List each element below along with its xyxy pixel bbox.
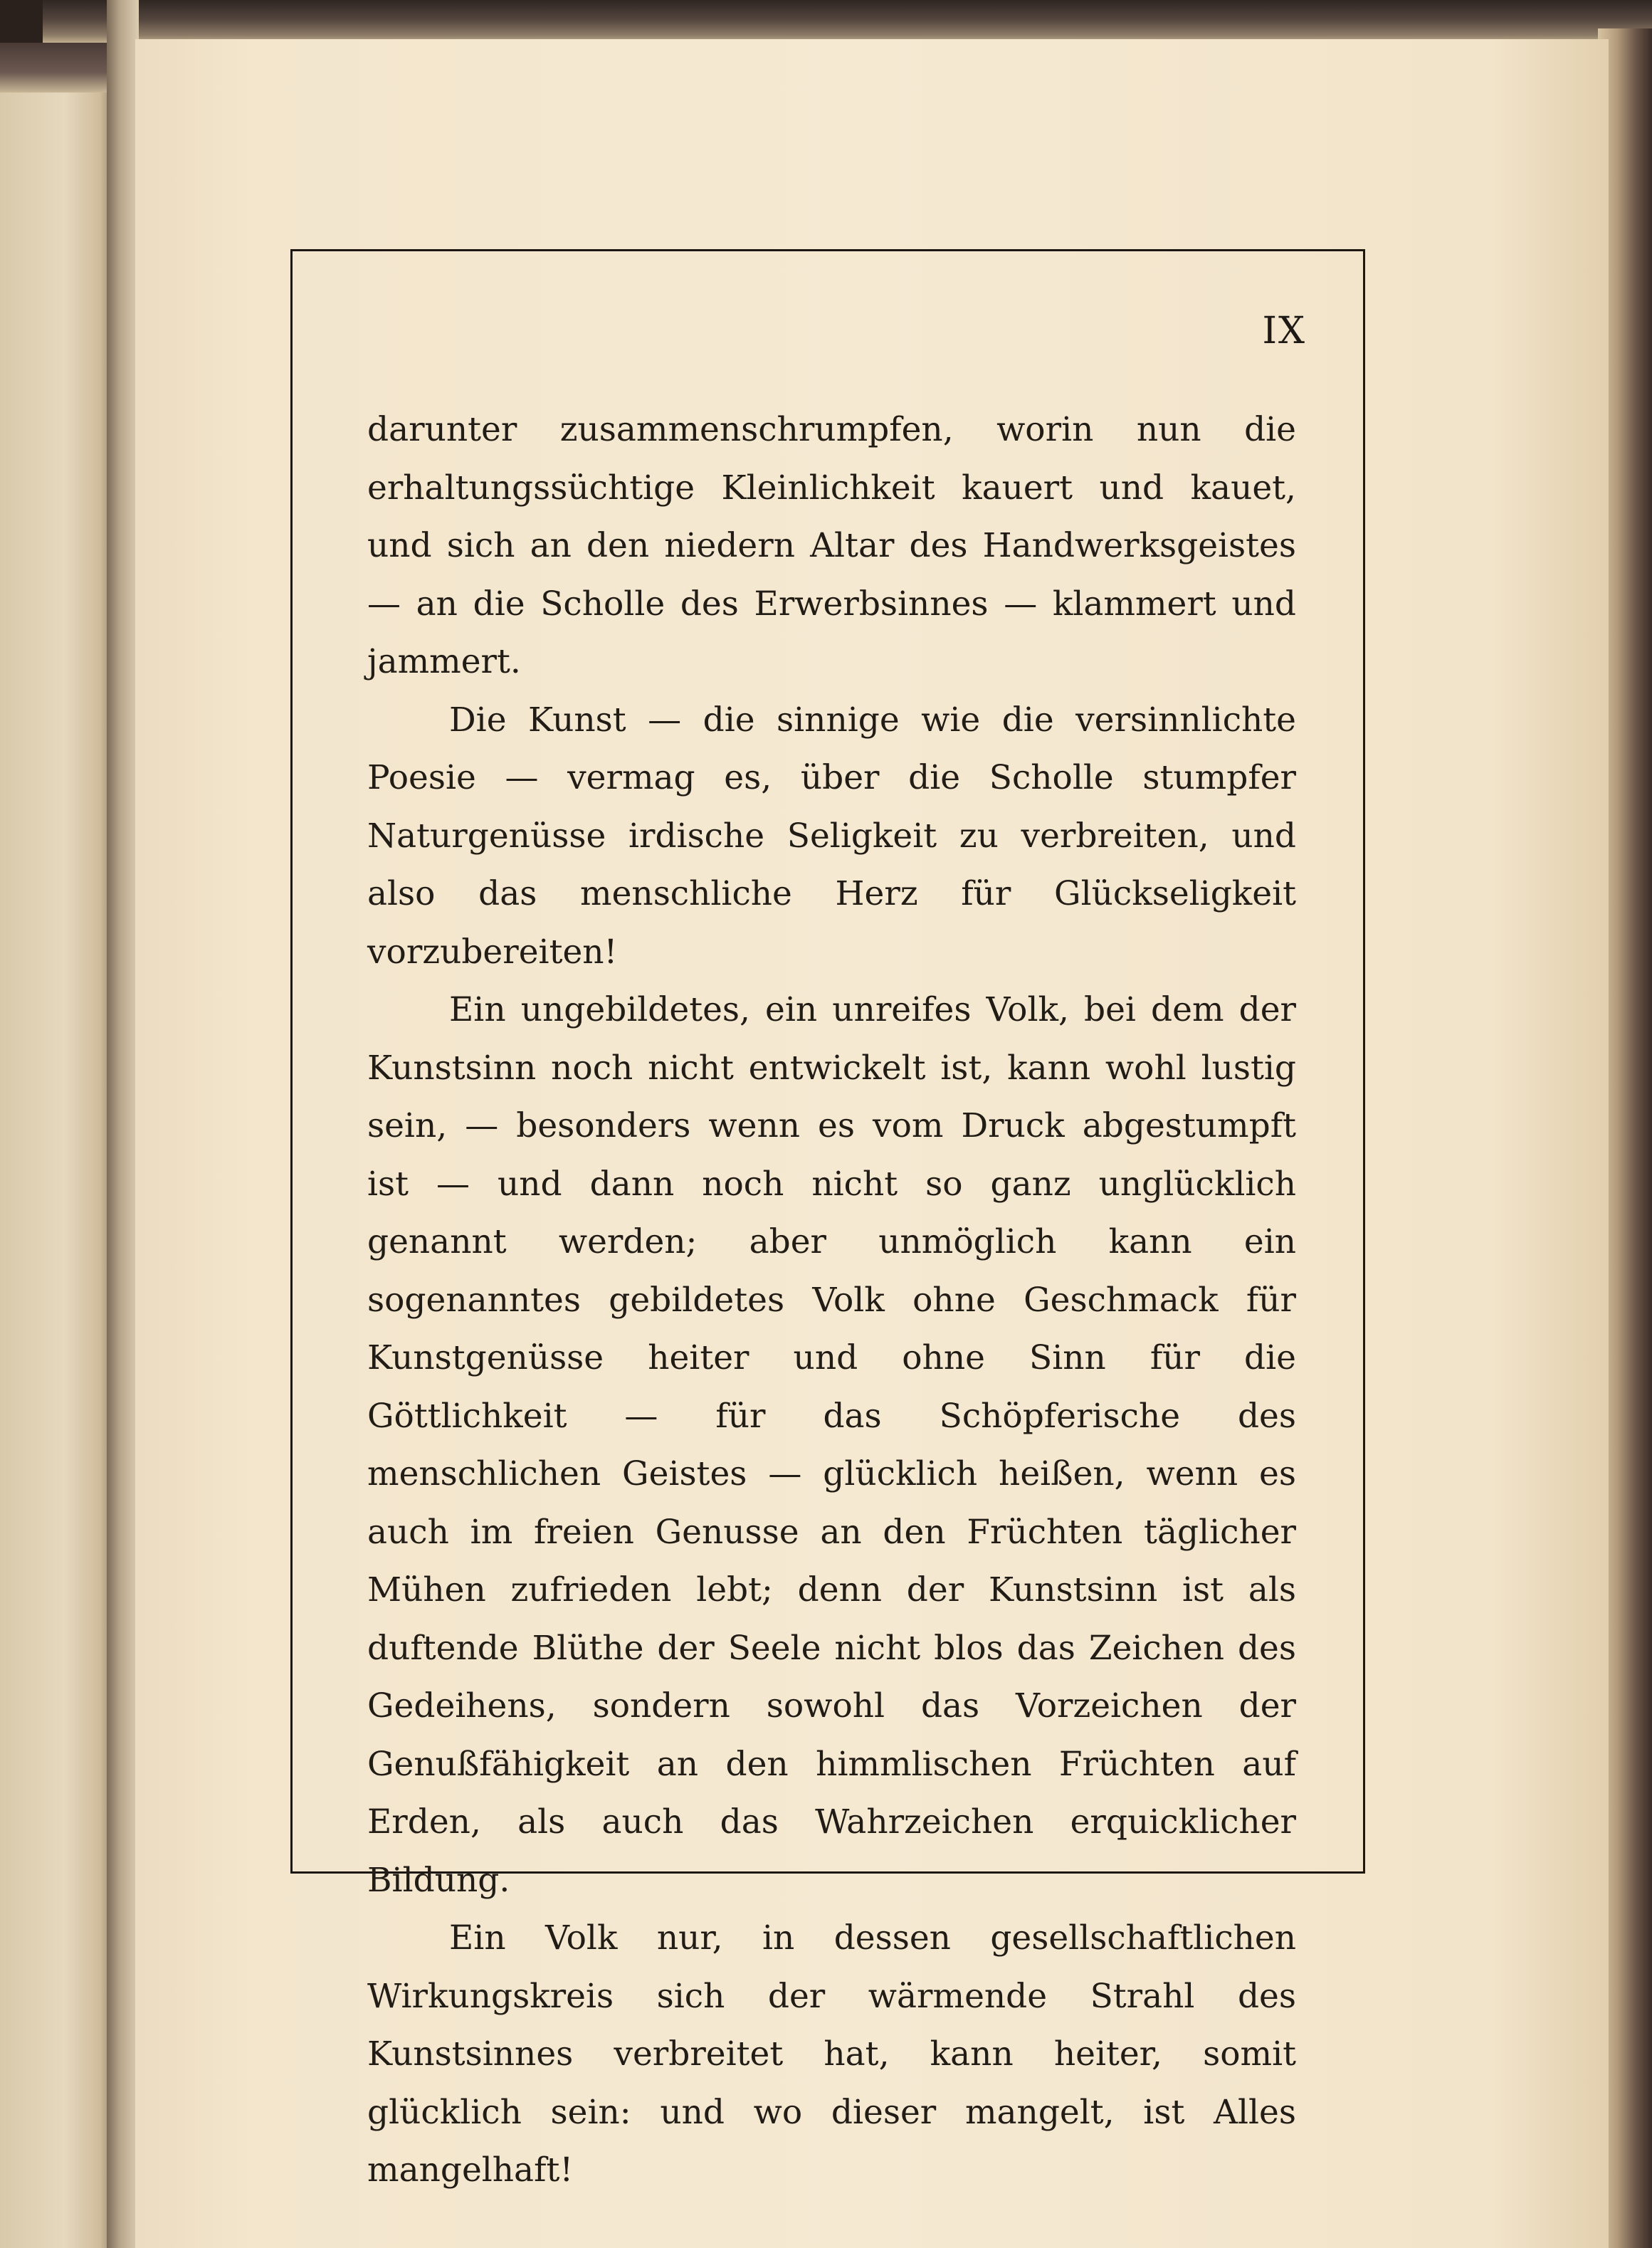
book-cover-binding xyxy=(0,43,114,93)
book-gutter xyxy=(107,0,139,2248)
paragraph: darunter zusammenschrumpfen, worin nun die erhaltungssüchtige Kleinlichkeit kauert und kauet, und sich an den niedern Altar des Handwerksgeistes — an die Scholle des Erwerbsinnes — klammert und jammert. xyxy=(367,410,1296,681)
paragraph: Ein Volk nur, in dessen gesellschaftlichen Wirkungskreis sich der wärmende Strahl des Kunstsinnes verbreitet hat, kann heiter, somit glücklich sein: und wo dieser mangelt, ist Alles mangelhaft! xyxy=(367,1918,1296,2190)
previous-page-edge xyxy=(0,43,117,2248)
paragraph: Die Kunst — die sinnige wie die versinnlichte Poesie — vermag es, über die Scholle stumpfer Naturgenüsse irdische Seligkeit zu verbreiten, und also das menschliche Herz für Glückseligkeit vorzubereiten! xyxy=(367,700,1296,972)
paragraph: Ein ungebildetes, ein unreifes Volk, bei dem der Kunstsinn noch nicht entwickelt ist, kann wohl lustig sein, — besonders wenn es vom Druck abgestumpft ist — und dann noch nicht so ganz unglücklich genannt werden; aber unmöglich kann ein sogenanntes gebildetes Volk ohne Geschmack für Kunstgenüsse heiter und ohne Sinn für die Göttlichkeit — für das Schöpferische des menschlichen Geistes — glücklich heißen, wenn es auch im freien Genusse an den Früchten täglicher Mühen zufrieden lebt; denn der Kunstsinn ist als duftende Blüthe der Seele nicht blos das Zeichen des Gedeihens, sondern sowohl das Vorzeichen der Genußfähigkeit an den himmlischen Früchten auf Erden, als auch das Wahrzeichen erquicklicher Bildung. xyxy=(367,990,1296,1900)
book-top-edge xyxy=(43,0,1652,44)
page-number: IX xyxy=(1262,310,1306,352)
body-text xyxy=(367,401,1296,2200)
text-frame xyxy=(290,249,1365,2190)
